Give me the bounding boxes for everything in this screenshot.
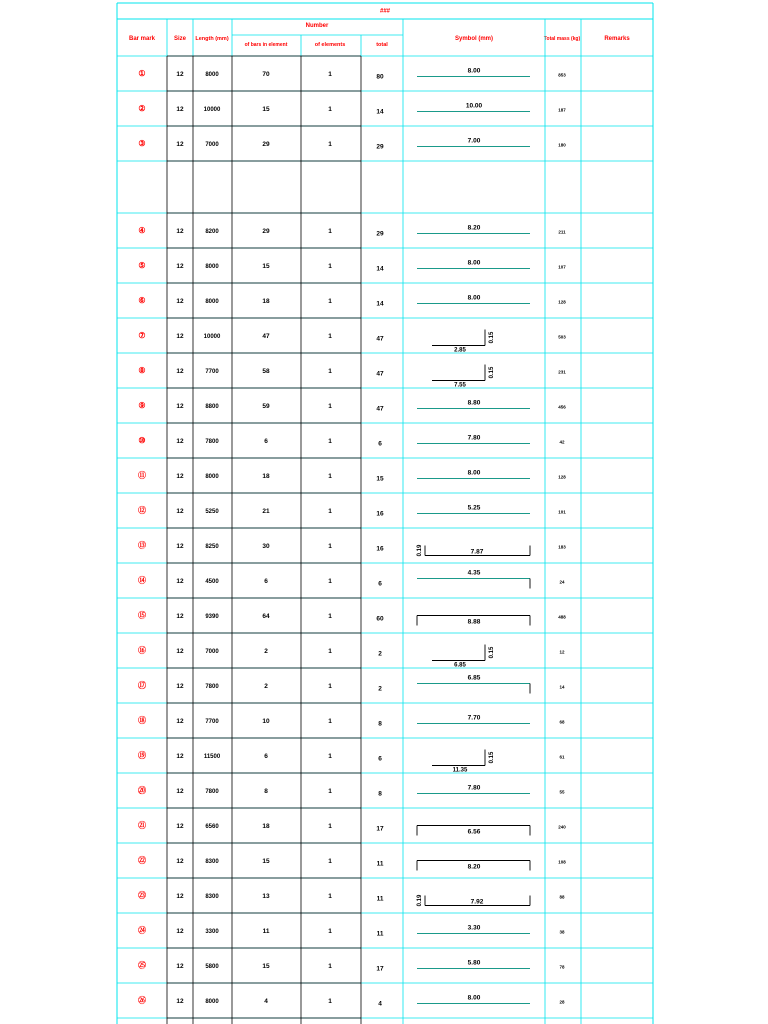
- cell-bars-in-element: 59: [262, 403, 270, 410]
- cell-length: 7000: [205, 649, 219, 655]
- bar-shape-label: 8.00: [467, 469, 481, 477]
- bar-shape-label: 7.55: [454, 382, 466, 389]
- cell-length: 3300: [205, 929, 219, 935]
- cell-elements: 1: [328, 858, 332, 865]
- cell-length: 7800: [205, 789, 219, 795]
- table-row: [138, 890, 565, 906]
- cell-length: 8250: [205, 544, 219, 550]
- table-row: [138, 470, 566, 483]
- bar-shape-label2: 0.15: [489, 751, 495, 764]
- cell-bars-in-element: 6: [264, 753, 268, 760]
- cell-size: 12: [176, 368, 184, 375]
- bar-shape-label: 7.92: [470, 898, 484, 906]
- bar-mark: ⑳: [138, 786, 146, 795]
- cell-mass: 853: [558, 72, 566, 78]
- table-row: [138, 750, 565, 774]
- cell-bars-in-element: 2: [264, 648, 268, 655]
- cell-length: 4500: [205, 579, 219, 585]
- table-row: [138, 715, 565, 728]
- cell-elements: 1: [328, 788, 332, 795]
- table-row: [138, 505, 566, 518]
- bar-mark: ㉑: [138, 821, 146, 830]
- cell-elements: 1: [328, 263, 332, 270]
- bar-shape-label: 6.56: [467, 828, 481, 836]
- cell-elements: 1: [328, 963, 332, 970]
- cell-total: 11: [376, 860, 384, 868]
- cell-bars-in-element: 13: [262, 893, 270, 900]
- cell-bars-in-element: 64: [262, 613, 270, 620]
- bar-shape-label: 7.80: [467, 784, 481, 792]
- cell-total: 11: [376, 930, 384, 938]
- cell-mass: 42: [559, 439, 565, 445]
- cell-elements: 1: [328, 823, 332, 830]
- bar-mark: ⑯: [138, 646, 146, 655]
- cell-elements: 1: [328, 753, 332, 760]
- cell-size: 12: [176, 998, 184, 1005]
- bar-shape-label2: 0.19: [417, 544, 423, 557]
- cell-size: 12: [176, 438, 184, 445]
- cell-total: 14: [376, 300, 384, 308]
- cell-length: 8300: [205, 894, 219, 900]
- bar-shape-label: 10.00: [465, 102, 483, 110]
- cell-total: 60: [376, 615, 384, 623]
- table-row: [138, 925, 565, 938]
- bar-shape-label2: 0.19: [417, 894, 423, 907]
- cell-mass: 128: [558, 299, 566, 305]
- cell-bars-in-element: 4: [264, 998, 268, 1005]
- table-row: [138, 295, 566, 308]
- header-symbol: Symbol (mm): [454, 36, 494, 42]
- cell-size: 12: [176, 858, 184, 865]
- bar-mark: ⑱: [138, 716, 146, 725]
- cell-total: 6: [378, 755, 382, 763]
- bar-mark: ⑥: [138, 296, 146, 305]
- cell-size: 12: [176, 963, 184, 970]
- cell-size: 12: [176, 543, 184, 550]
- cell-bars-in-element: 6: [264, 438, 268, 445]
- bar-mark: ⑰: [138, 681, 146, 690]
- cell-elements: 1: [328, 578, 332, 585]
- cell-mass: 24: [559, 579, 565, 585]
- table-row: [138, 960, 565, 973]
- cell-bars-in-element: 11: [262, 928, 270, 935]
- bar-shape-label: 8.20: [467, 224, 481, 232]
- cell-mass: 108: [558, 859, 566, 865]
- bar-shape-label2: 0.15: [489, 366, 495, 379]
- cell-bars-in-element: 2: [264, 683, 268, 690]
- bar-mark: ⑬: [138, 541, 146, 550]
- table-row: [138, 675, 565, 694]
- cell-mass: 187: [558, 107, 566, 113]
- cell-size: 12: [176, 263, 184, 270]
- cell-total: 2: [378, 685, 382, 693]
- cell-size: 12: [176, 508, 184, 515]
- cell-size: 12: [176, 106, 184, 113]
- cell-size: 12: [176, 71, 184, 78]
- bar-shape-label: 8.00: [467, 259, 481, 267]
- cell-length: 8200: [205, 229, 219, 235]
- table-row: [138, 68, 566, 81]
- bar-mark: ⑭: [138, 576, 146, 585]
- cell-elements: 1: [328, 543, 332, 550]
- bar-mark: ①: [138, 69, 146, 78]
- bar-shape-label: 7.80: [467, 434, 481, 442]
- cell-size: 12: [176, 298, 184, 305]
- cell-length: 8000: [205, 264, 219, 270]
- bar-mark: ㉓: [138, 891, 146, 900]
- cell-size: 12: [176, 753, 184, 760]
- bar-shape-label: 6.85: [454, 662, 466, 669]
- table-row: [138, 995, 565, 1008]
- cell-total: 29: [376, 230, 384, 238]
- cell-bars-in-element: 70: [262, 71, 270, 78]
- table-row: [138, 225, 566, 238]
- cell-elements: 1: [328, 141, 332, 148]
- bar-mark: ②: [138, 104, 146, 113]
- cell-total: 8: [378, 790, 382, 798]
- cell-size: 12: [176, 648, 184, 655]
- cell-length: 9390: [205, 614, 219, 620]
- cell-length: 7000: [205, 142, 219, 148]
- cell-total: 29: [376, 143, 384, 151]
- table-row: [138, 855, 566, 871]
- bar-shape-label: 7.00: [467, 137, 481, 145]
- bar-mark: ③: [138, 139, 146, 148]
- cell-elements: 1: [328, 368, 332, 375]
- cell-elements: 1: [328, 928, 332, 935]
- cell-total: 16: [376, 510, 384, 518]
- bar-mark: ⑪: [138, 471, 146, 480]
- cell-bars-in-element: 58: [262, 368, 270, 375]
- table-row: [138, 330, 566, 354]
- cell-total: 4: [378, 1000, 382, 1008]
- cell-total: 47: [376, 335, 384, 343]
- cell-size: 12: [176, 893, 184, 900]
- table-row: [138, 365, 566, 389]
- bar-mark: ㉕: [138, 961, 146, 970]
- bar-mark: ⑦: [138, 331, 146, 340]
- bar-mark: ⑮: [138, 611, 146, 620]
- table-row: [138, 435, 565, 448]
- bar-shape-label2: 0.15: [489, 331, 495, 344]
- cell-size: 12: [176, 823, 184, 830]
- bar-shape-label: 8.00: [467, 294, 481, 302]
- cell-elements: 1: [328, 438, 332, 445]
- cell-elements: 1: [328, 403, 332, 410]
- header-total: total: [376, 42, 388, 48]
- cell-elements: 1: [328, 228, 332, 235]
- cell-bars-in-element: 18: [262, 298, 270, 305]
- sheet-title: ###: [379, 8, 391, 15]
- header-bar-mark: Bar mark: [128, 36, 156, 42]
- bar-shape-label: 5.80: [467, 959, 481, 967]
- cell-total: 15: [376, 475, 384, 483]
- bar-shape-label: 8.80: [467, 399, 481, 407]
- cell-length: 8800: [205, 404, 219, 410]
- cell-bars-in-element: 29: [262, 228, 270, 235]
- cell-size: 12: [176, 578, 184, 585]
- cell-bars-in-element: 29: [262, 141, 270, 148]
- bar-mark: ⑧: [138, 366, 146, 375]
- cell-bars-in-element: 10: [262, 718, 270, 725]
- cell-total: 17: [376, 965, 384, 973]
- cell-elements: 1: [328, 333, 332, 340]
- cell-size: 12: [176, 473, 184, 480]
- cell-elements: 1: [328, 613, 332, 620]
- cell-bars-in-element: 18: [262, 823, 270, 830]
- cell-bars-in-element: 18: [262, 473, 270, 480]
- header-remarks: Remarks: [604, 36, 630, 42]
- bar-shape-label: 8.88: [467, 618, 481, 626]
- cell-total: 2: [378, 650, 382, 658]
- cell-bars-in-element: 15: [262, 858, 270, 865]
- cell-total: 47: [376, 405, 384, 413]
- cell-elements: 1: [328, 71, 332, 78]
- cell-mass: 78: [559, 964, 565, 970]
- table-row: [138, 820, 566, 836]
- cell-length: 7800: [205, 439, 219, 445]
- cell-size: 12: [176, 613, 184, 620]
- table-row: [138, 570, 565, 589]
- cell-length: 11500: [203, 754, 221, 760]
- header-bars-in-element: of bars in element: [244, 42, 288, 48]
- bar-shape-label: 8.20: [467, 863, 481, 871]
- cell-mass: 55: [559, 789, 565, 795]
- cell-length: 8000: [205, 72, 219, 78]
- cell-elements: 1: [328, 893, 332, 900]
- bar-shape-label: 3.30: [467, 924, 481, 932]
- bar-shape-label: 8.00: [467, 67, 481, 75]
- bar-mark: ㉒: [138, 856, 146, 865]
- cell-size: 12: [176, 403, 184, 410]
- cell-mass: 14: [559, 684, 565, 690]
- header-of-elements: of elements: [314, 42, 346, 48]
- bar-shape-label: 6.85: [467, 674, 481, 682]
- bar-mark: ⑤: [138, 261, 146, 270]
- cell-total: 11: [376, 895, 384, 903]
- table-row: [138, 785, 565, 798]
- bar-shape-label: 7.87: [470, 548, 484, 556]
- cell-total: 17: [376, 825, 384, 833]
- cell-elements: 1: [328, 998, 332, 1005]
- cell-length: 8300: [205, 859, 219, 865]
- table-rows: [138, 68, 566, 1024]
- cell-size: 12: [176, 718, 184, 725]
- cell-bars-in-element: 21: [262, 508, 270, 515]
- cell-mass: 180: [558, 142, 566, 148]
- bar-mark: ⑨: [138, 401, 146, 410]
- bar-shape-label: 4.35: [467, 569, 481, 577]
- cell-size: 12: [176, 228, 184, 235]
- header-length: Length (mm): [195, 36, 229, 42]
- cell-mass: 231: [558, 369, 566, 375]
- cell-total: 80: [376, 73, 384, 81]
- bar-mark: ㉖: [138, 996, 146, 1005]
- table-row: [138, 103, 566, 116]
- cell-total: 8: [378, 720, 382, 728]
- cell-length: 8000: [205, 299, 219, 305]
- cell-bars-in-element: 6: [264, 578, 268, 585]
- cell-elements: 1: [328, 298, 332, 305]
- table-row: [138, 610, 566, 626]
- cell-mass: 61: [559, 754, 565, 760]
- cell-mass: 28: [559, 999, 565, 1005]
- cell-size: 12: [176, 141, 184, 148]
- cell-length: 7800: [205, 684, 219, 690]
- bar-mark: ⑩: [138, 436, 146, 445]
- cell-mass: 240: [558, 824, 566, 830]
- cell-length: 7700: [205, 719, 219, 725]
- cell-elements: 1: [328, 106, 332, 113]
- cell-mass: 183: [558, 544, 566, 550]
- cell-elements: 1: [328, 473, 332, 480]
- cell-mass: 68: [559, 719, 565, 725]
- cell-elements: 1: [328, 718, 332, 725]
- cell-total: 14: [376, 265, 384, 273]
- bar-mark: ㉔: [138, 926, 146, 935]
- table-grid: [117, 3, 653, 1024]
- header-total-mass: Total mass (kg): [543, 36, 581, 42]
- cell-total: 47: [376, 370, 384, 378]
- bar-shape-label: 2.85: [454, 347, 466, 354]
- bar-shape-label2: 0.15: [489, 646, 495, 659]
- cell-size: 12: [176, 928, 184, 935]
- cell-length: 7700: [205, 369, 219, 375]
- cell-bars-in-element: 15: [262, 263, 270, 270]
- cell-elements: 1: [328, 648, 332, 655]
- cell-bars-in-element: 8: [264, 788, 268, 795]
- cell-total: 16: [376, 545, 384, 553]
- cell-bars-in-element: 15: [262, 106, 270, 113]
- cell-elements: 1: [328, 508, 332, 515]
- table-row: [138, 260, 566, 273]
- cell-total: 14: [376, 108, 384, 116]
- table-row: [138, 645, 565, 669]
- cell-length: 10000: [203, 107, 221, 113]
- cell-size: 12: [176, 683, 184, 690]
- cell-size: 12: [176, 333, 184, 340]
- bar-mark: ⑲: [138, 751, 146, 760]
- table-row: [138, 138, 566, 151]
- bar-shape-label: 7.70: [467, 714, 481, 722]
- cell-total: 6: [378, 580, 382, 588]
- cell-elements: 1: [328, 683, 332, 690]
- cell-length: 8000: [205, 999, 219, 1005]
- cell-bars-in-element: 30: [262, 543, 270, 550]
- header-size: Size: [173, 36, 187, 42]
- cell-length: 8000: [205, 474, 219, 480]
- cell-mass: 211: [558, 229, 566, 235]
- bar-shape-label: 8.00: [467, 994, 481, 1002]
- cell-bars-in-element: 47: [262, 333, 270, 340]
- header-number-group: Number: [305, 23, 329, 29]
- cell-total: 6: [378, 440, 382, 448]
- cell-mass: 456: [558, 404, 566, 410]
- cell-mass: 107: [558, 264, 566, 270]
- cell-length: 6560: [205, 824, 219, 830]
- cell-mass: 88: [559, 894, 565, 900]
- cell-mass: 488: [558, 614, 566, 620]
- cell-mass: 12: [559, 649, 565, 655]
- cell-bars-in-element: 15: [262, 963, 270, 970]
- bar-mark: ⑫: [138, 506, 146, 515]
- bar-shape-label: 11.35: [452, 767, 468, 774]
- cell-mass: 101: [558, 509, 566, 515]
- cell-length: 5800: [205, 964, 219, 970]
- cell-mass: 38: [559, 929, 565, 935]
- bar-mark: ④: [138, 226, 146, 235]
- cell-length: 10000: [203, 334, 221, 340]
- cell-size: 12: [176, 788, 184, 795]
- table-row: [138, 540, 566, 556]
- cell-length: 5250: [205, 509, 219, 515]
- cell-mass: 503: [558, 334, 566, 340]
- cell-mass: 128: [558, 474, 566, 480]
- bar-shape-label: 5.25: [467, 504, 481, 512]
- table-row: [138, 400, 566, 413]
